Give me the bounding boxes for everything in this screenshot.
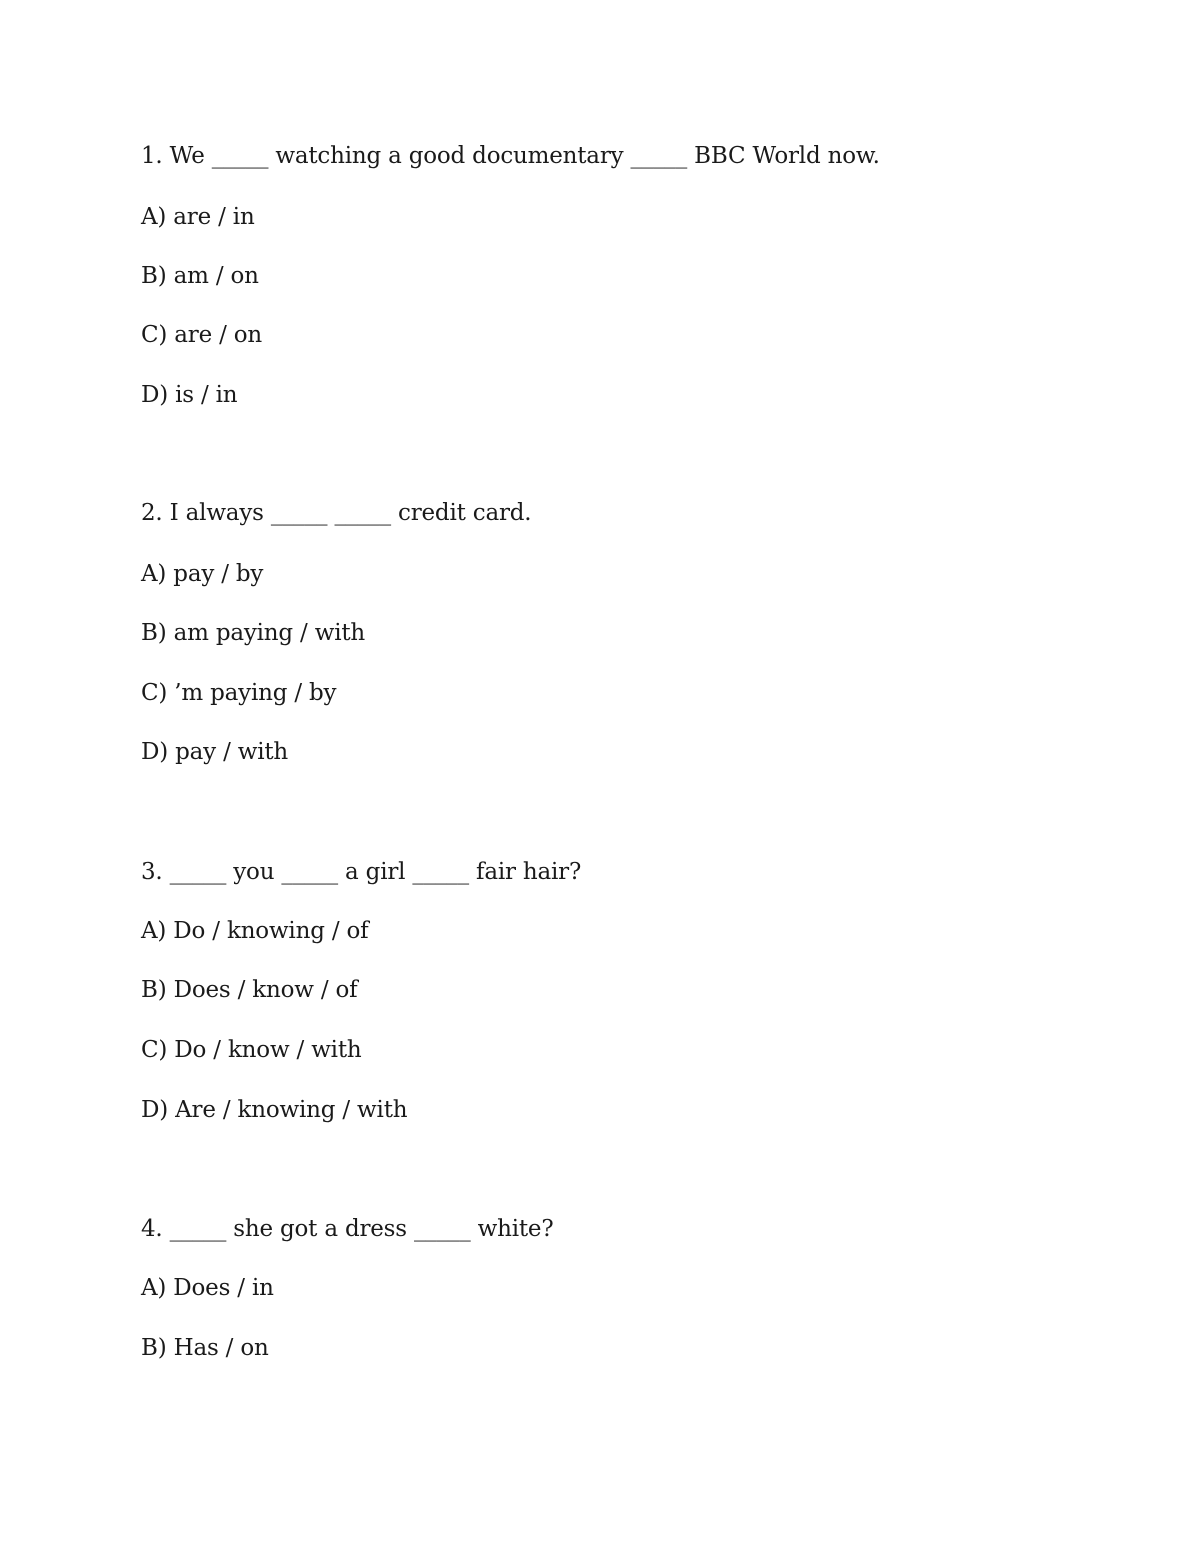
- question-3-option-a: A) Do / knowing / of: [141, 918, 369, 944]
- question-2-stem: 2. I always _____ _____ credit card.: [141, 500, 532, 526]
- question-2-option-d: D) pay / with: [141, 739, 289, 765]
- question-1-option-c: C) are / on: [141, 322, 263, 348]
- question-1-option-a: A) are / in: [141, 204, 255, 230]
- question-2-option-c: C) ’m paying / by: [141, 680, 337, 706]
- question-1-option-b: B) am / on: [141, 263, 259, 289]
- question-3-option-b: B) Does / know / of: [141, 977, 358, 1003]
- question-3-stem: 3. _____ you _____ a girl _____ fair hair?: [141, 859, 582, 885]
- question-4-option-a: A) Does / in: [141, 1275, 274, 1301]
- question-4-stem: 4. _____ she got a dress _____ white?: [141, 1216, 554, 1242]
- question-3-option-d: D) Are / knowing / with: [141, 1097, 408, 1123]
- question-1-stem: 1. We _____ watching a good documentary _____ BBC World now.: [141, 143, 880, 169]
- question-2-option-b: B) am paying / with: [141, 620, 366, 646]
- question-2-option-a: A) pay / by: [141, 561, 264, 587]
- question-3-option-c: C) Do / know / with: [141, 1037, 362, 1063]
- question-4-option-b: B) Has / on: [141, 1335, 269, 1361]
- question-1-option-d: D) is / in: [141, 382, 238, 408]
